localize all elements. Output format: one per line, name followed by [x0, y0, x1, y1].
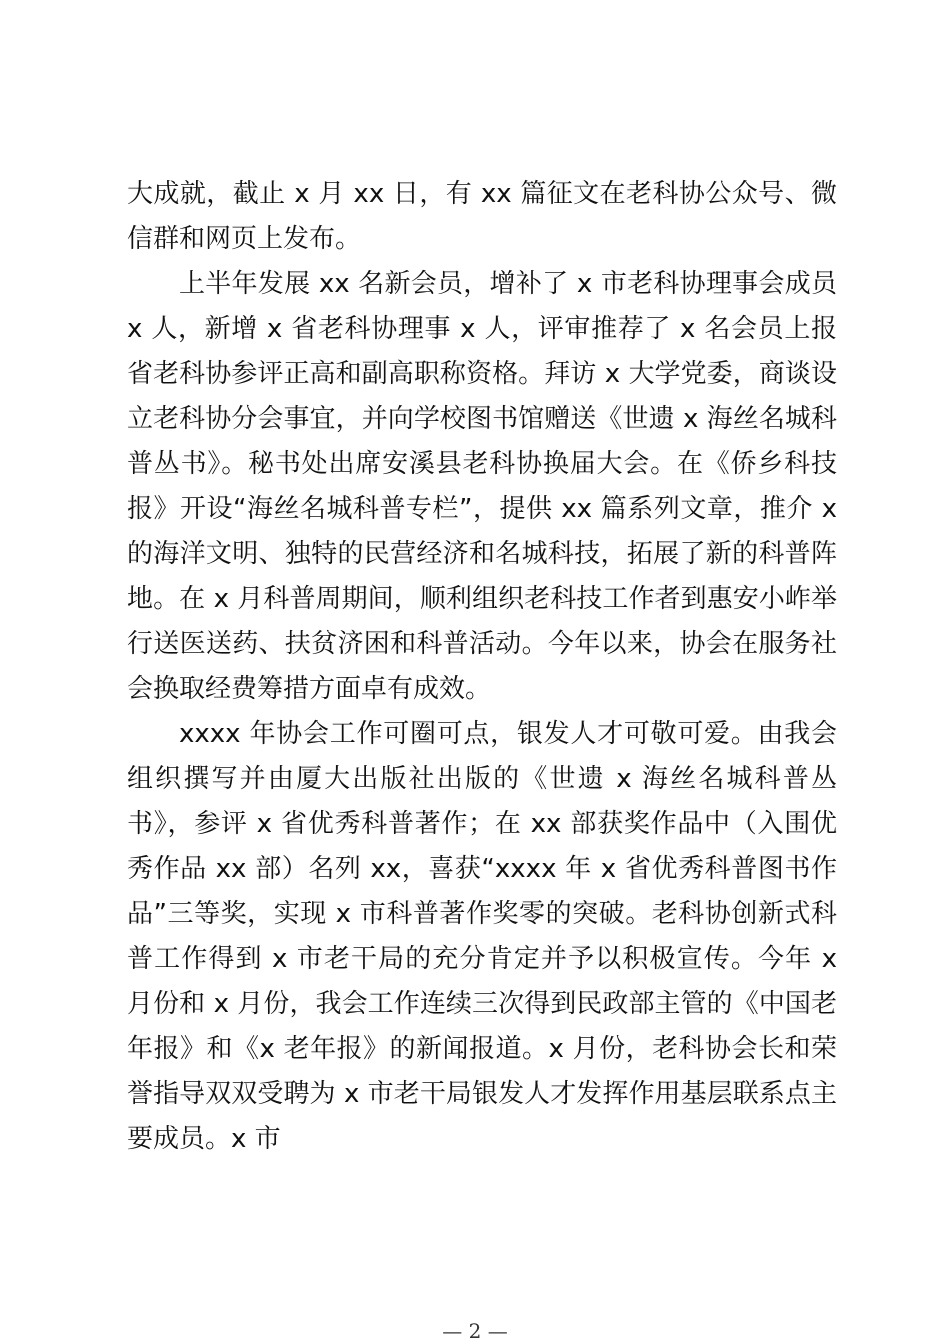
- paragraph-1: 大成就，截止 x 月 xx 日，有 xx 篇征文在老科协公众号、微信群和网页上发布。: [127, 179, 837, 254]
- paragraph-3: xxxx 年协会工作可圈可点，银发人才可敬可爱。由我会组织撰写并由厦大出版社出版的《世遗 x 海丝名城科普丛书》，参评 x 省优秀科普著作；在 xx 部获奖作品中（入围优秀作品 xx 部）名列 xx，喜获“xxxx 年 x 省优秀科普图书作品”三等奖，实现 x 市科普著作奖零的突破。老科协创新式科普工作得到 x 市老干局的充分肯定并予以积极宣传。今年 x 月份和 x 月份，我会工作连续三次得到民政部主管的《中国老年报》和《x 老年报》的新闻报道。x 月份，老科协会长和荣誉指导双双受聘为 x 市老干局银发人才发挥作用基层联系点主要成员。x 市: [127, 719, 837, 1154]
- page-number: — 2 —: [442, 1319, 508, 1343]
- body-text: [127, 172, 837, 1162]
- paragraph-2: 上半年发展 xx 名新会员，增补了 x 市老科协理事会成员 x 人，新增 x 省老科协理事 x 人，评审推荐了 x 名会员上报省老科协参评正高和副高职称资格。拜访 x 大学党委，商谈设立老科协分会事宜，并向学校图书馆赠送《世遗 x 海丝名城科普丛书》。秘书处出席安溪县老科协换届大会。在《侨乡科技报》开设“海丝名城科普专栏”，提供 xx 篇系列文章，推介 x 的海洋文明、独特的民营经济和名城科技，拓展了新的科普阵地。在 x 月科普周期间，顺利组织老科技工作者到惠安小岞举行送医送药、扶贫济困和科普活动。今年以来，协会在服务社会换取经费筹措方面卓有成效。: [127, 269, 837, 704]
